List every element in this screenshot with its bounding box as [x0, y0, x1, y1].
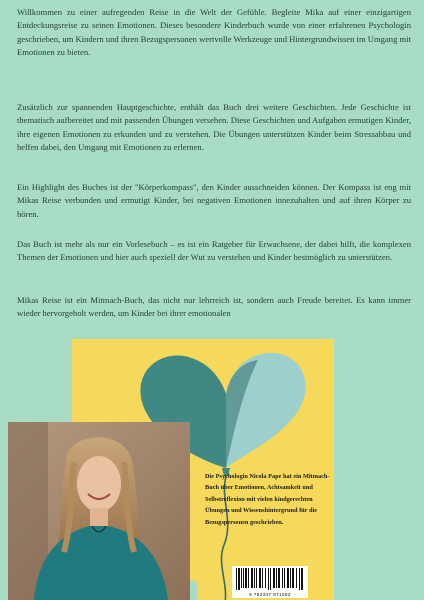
paragraph-compass: Ein Highlight des Buches ist der "Körperkompass", den Kinder ausschneiden können. Der Kompass ist eng mit Mikas Reise verbunden und ermutigt Kinder, bei negativen Emotionen innezuhalten und auf ihren Körper zu hören. [17, 182, 411, 219]
paragraph-activity: Mikas Reise ist ein Mitmach-Buch, das nicht nur lehrreich ist, sondern auch Freude bereitet. Es kann immer wieder hervorgeholt werden, um Kinder bei ihrer emotionalen [17, 295, 411, 319]
paragraph-guide: Das Buch ist mehr als nur ein Vorlesebuch – es ist ein Ratgeber für Erwachsene, der dabei hilft, die komplexen Themen der Emotionen und hier auch speziell der Wut zu verstehen und Kinder bestmöglich zu unterstützen. [17, 239, 411, 263]
paragraph-intro: Willkommen zu einer aufregenden Reise in die Welt der Gefühle. Begleite Mika auf einer einzigartigen Entdeckungsreise zu seinen Emotionen. Dieses besondere Kinderbuch wurde von einer erfahrenen Psychologin geschrieben, um Kindern und ihren Bezugspersonen wertvolle Werkzeuge und Hintergrundwissen im Umgang mit Emotionen zu bieten. [17, 7, 411, 58]
paragraph-stories: Zusätzlich zur spannenden Hauptgeschichte, enthält das Buch drei weitere Geschichten. Jede Geschichte ist thematisch aufbereitet und mit passenden Übungen versehen. Diese Geschichten und Aufgaben ermutigen Kinder, ihre eigenen Emotionen zu erkunden und zu verstehen. Die Übungen unterstützen Kinder beim Stressabbau und helfen dabei, den Umgang mit Emotionen zu erlernen. [17, 102, 411, 153]
isbn-barcode [232, 566, 308, 598]
isbn-number: 9 783347 971062 [249, 592, 291, 597]
author-blurb: Die Psychologin Nicola Pape hat ein Mitmach-Buch über Emotionen, Achtsamkeit und Selbstreflexion mit vielen kindgerechten Übungen und Wissenshintergrund für die Bezugspersonen geschrieben. [205, 473, 330, 526]
author-photo [8, 422, 190, 600]
